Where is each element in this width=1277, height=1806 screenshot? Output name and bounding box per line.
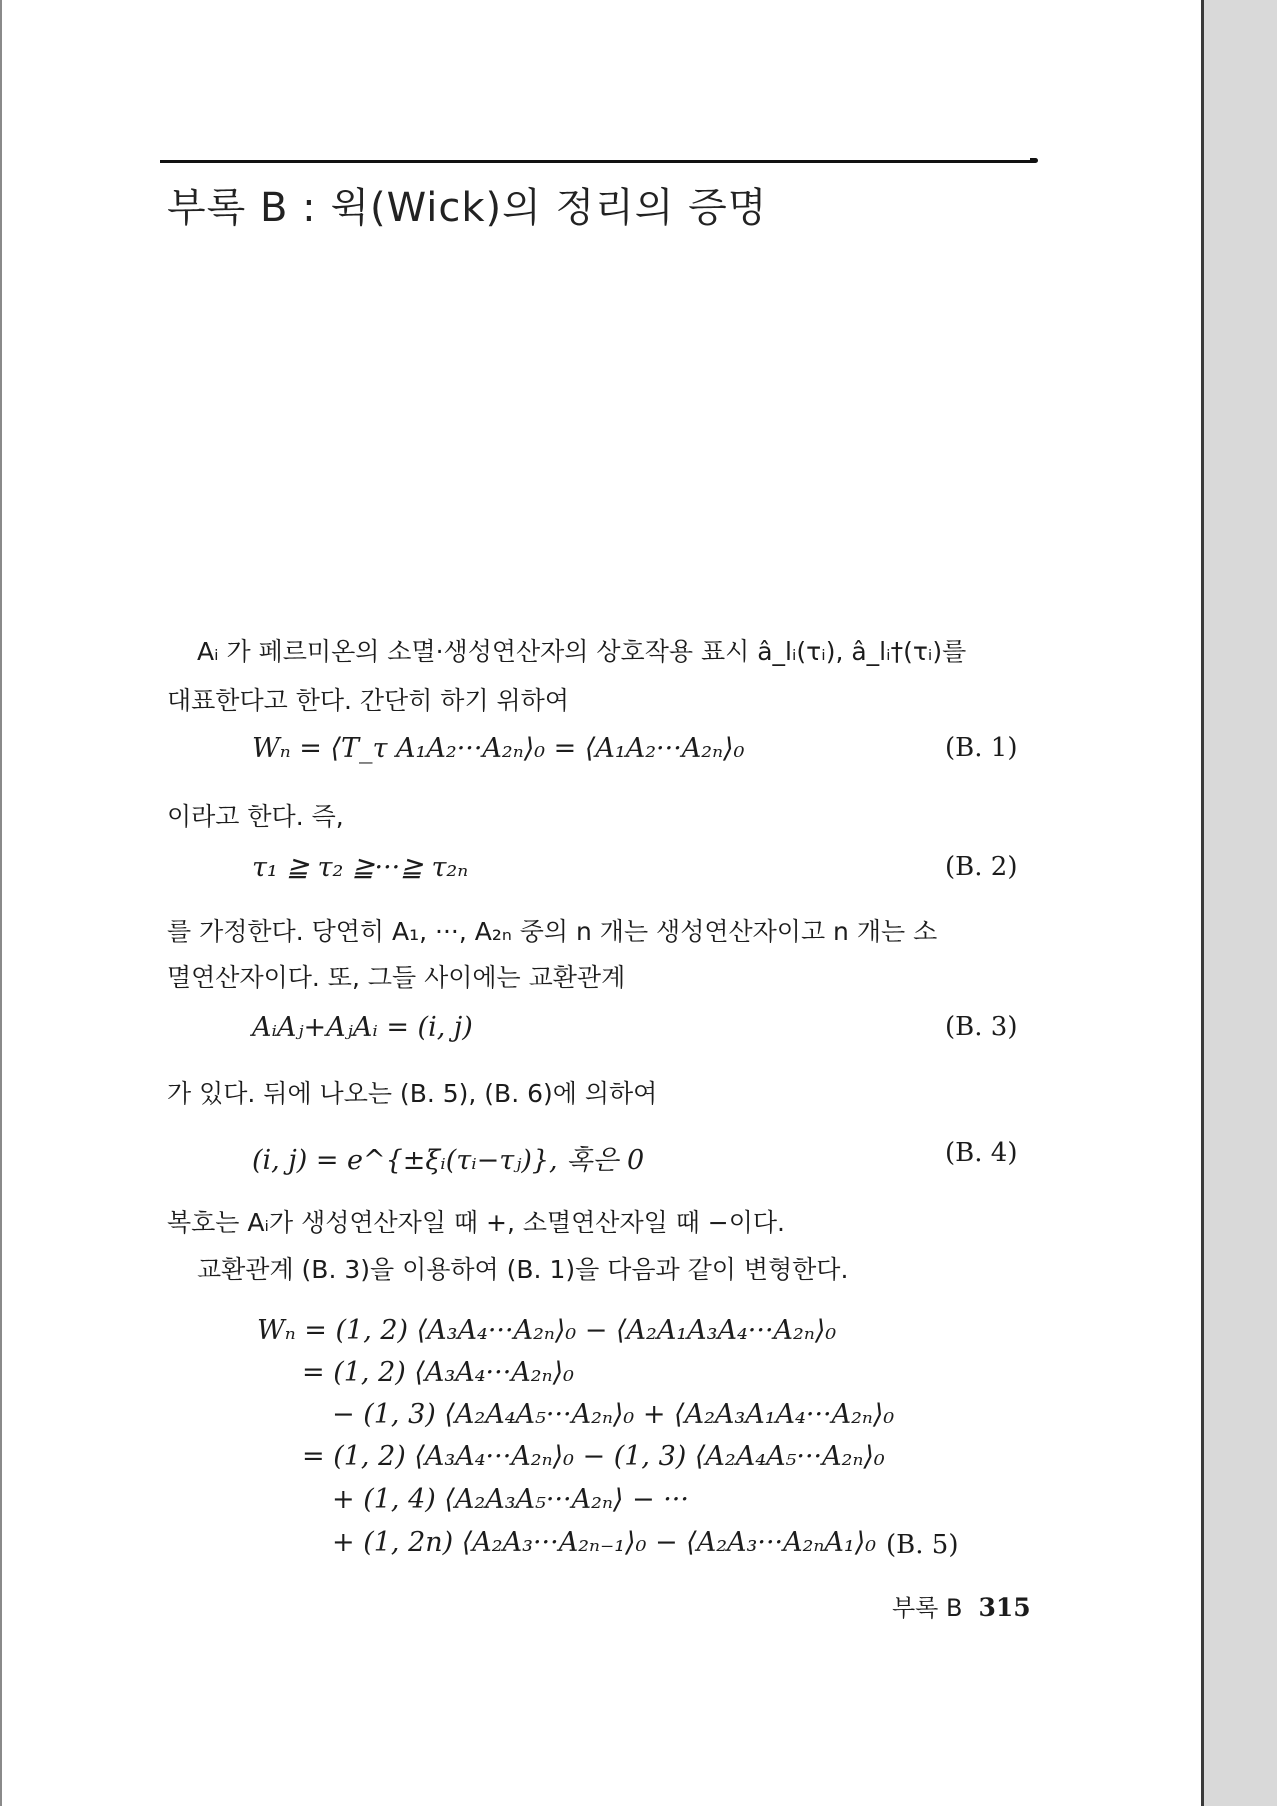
equation-b5-line-5: + (1, 4) ⟨A₂A₃A₅···A₂ₙ⟩ − ··· — [332, 1484, 689, 1515]
paragraph-4: 가 있다. 뒤에 나오는 (B. 5), (B. 6)에 의하여 — [167, 1079, 658, 1108]
paragraph-1-line-1: Aᵢ 가 페르미온의 소멸·생성연산자의 상호작용 표시 â_lᵢ(τᵢ), â_lᵢ†(τᵢ)를 — [197, 637, 967, 666]
paragraph-1-line-2: 대표한다고 한다. 간단히 하기 위하여 — [167, 686, 569, 715]
equation-b5-label: (B. 5) — [886, 1530, 959, 1560]
page-number: 315 — [978, 1593, 1031, 1622]
header-rule — [160, 160, 1032, 163]
equation-b2: τ₁ ≧ τ₂ ≧···≧ τ₂ₙ — [252, 852, 469, 883]
equation-b4-label: (B. 4) — [945, 1138, 1018, 1168]
equation-b5-line-2: = (1, 2) ⟨A₃A₄···A₂ₙ⟩₀ — [302, 1357, 574, 1388]
paragraph-5: 복호는 Aᵢ가 생성연산자일 때 +, 소멸연산자일 때 −이다. — [167, 1208, 785, 1237]
equation-b5-line-4: = (1, 2) ⟨A₃A₄···A₂ₙ⟩₀ − (1, 3) ⟨A₂A₄A₅···A₂ₙ⟩₀ — [302, 1441, 885, 1472]
chapter-title: 부록 B : 윅(Wick)의 정리의 증명 — [167, 185, 768, 231]
equation-b3-label: (B. 3) — [945, 1012, 1018, 1042]
paragraph-3-line-1: 를 가정한다. 당연히 A₁, ···, A₂ₙ 중의 n 개는 생성연산자이고 n 개는 소 — [167, 917, 938, 946]
equation-b3: AᵢAⱼ+AⱼAᵢ = (i, j) — [252, 1012, 473, 1043]
equation-b5-line-3: − (1, 3) ⟨A₂A₄A₅···A₂ₙ⟩₀ + ⟨A₂A₃A₁A₄···A₂ₙ⟩₀ — [332, 1399, 895, 1430]
footer-section: 부록 B — [892, 1594, 963, 1622]
page-footer — [892, 1588, 1031, 1623]
paragraph-2: 이라고 한다. 즉, — [167, 802, 344, 831]
equation-b1-label: (B. 1) — [945, 733, 1018, 763]
equation-b1: Wₙ = ⟨T_τ A₁A₂···A₂ₙ⟩₀ = ⟨A₁A₂···A₂ₙ⟩₀ — [252, 733, 745, 764]
equation-b2-label: (B. 2) — [945, 852, 1018, 882]
equation-b5-line-1: Wₙ = (1, 2) ⟨A₃A₄···A₂ₙ⟩₀ − ⟨A₂A₁A₃A₄···A₂ₙ⟩₀ — [257, 1315, 837, 1346]
paragraph-3-line-2: 멸연산자이다. 또, 그들 사이에는 교환관계 — [167, 963, 626, 992]
paragraph-6: 교환관계 (B. 3)을 이용하여 (B. 1)을 다음과 같이 변형한다. — [197, 1255, 849, 1284]
equation-b5-line-6: + (1, 2n) ⟨A₂A₃···A₂ₙ₋₁⟩₀ − ⟨A₂A₃···A₂ₙA₁⟩₀ — [332, 1527, 877, 1558]
equation-b4: (i, j) = e^{±ξᵢ(τᵢ−τⱼ)}, 혹은 0 — [252, 1145, 645, 1176]
